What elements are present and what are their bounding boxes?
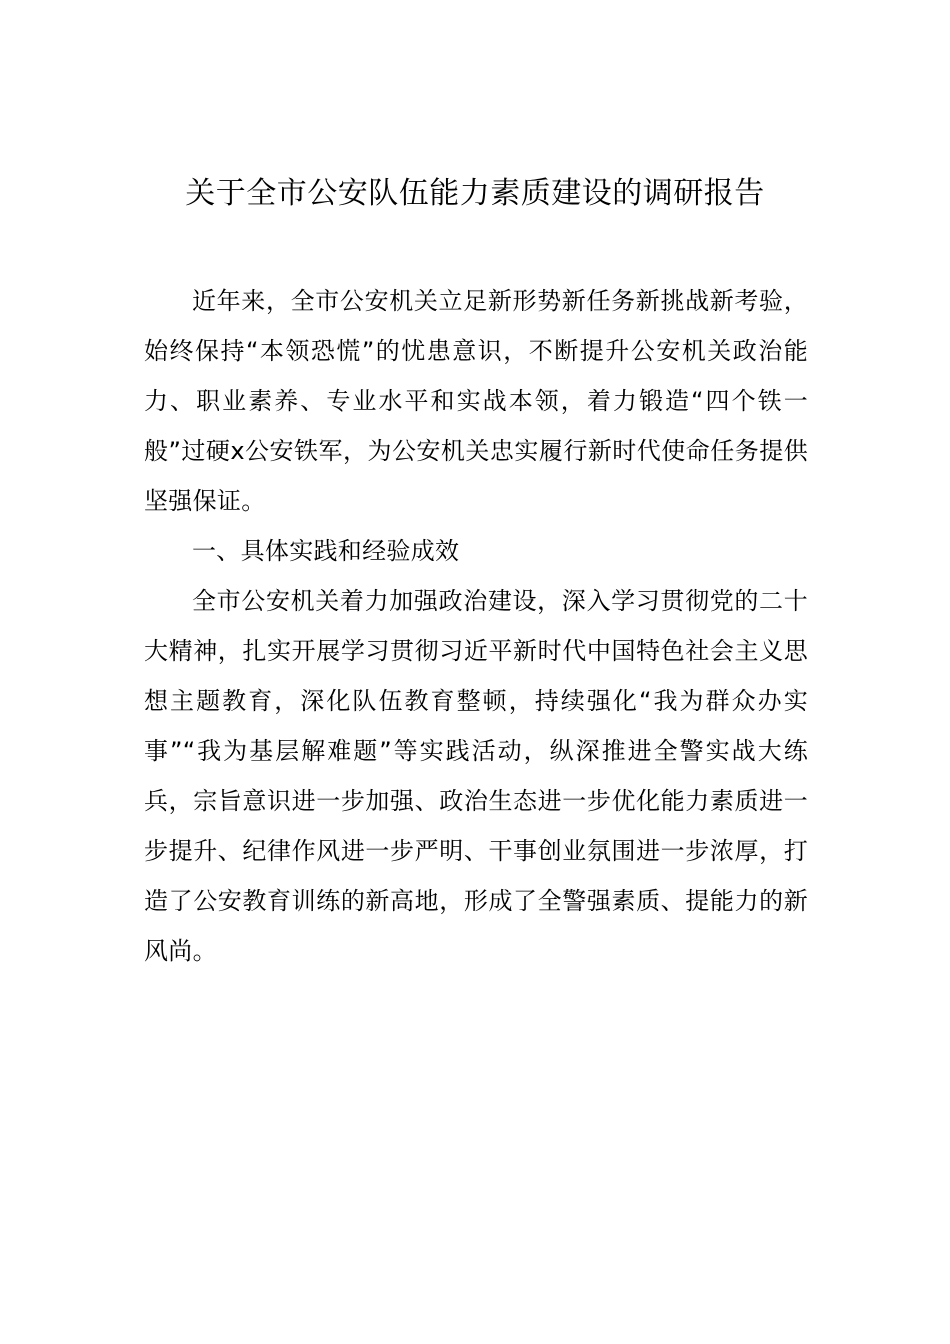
paragraph-intro: 近年来，全市公安机关立足新形势新任务新挑战新考验，始终保持“本领恐慌”的忧患意识，不断提升公安机关政治能力、职业素养、专业水平和实战本领，着力锻造“四个铁一般”过硬x公安铁军，为公安机关忠实履行新时代使命任务提供坚强保证。 <box>144 287 808 515</box>
document-body <box>144 276 808 976</box>
paragraph-practice: 全市公安机关着力加强政治建设，深入学习贯彻党的二十大精神，扎实开展学习贯彻习近平新时代中国特色社会主义思想主题教育，深化队伍教育整顿，持续强化“我为群众办实事”“我为基层解难题”等实践活动，纵深推进全警实战大练兵，宗旨意识进一步加强、政治生态进一步优化能力素质进一步提升、纪律作风进一步严明、干事创业氛围进一步浓厚，打造了公安教育训练的新高地，形成了全警强素质、提能力的新风尚。 <box>144 587 808 965</box>
document-title: 关于全市公安队伍能力素质建设的调研报告 <box>185 176 765 211</box>
section-heading: 一、具体实践和经验成效 <box>192 537 460 565</box>
